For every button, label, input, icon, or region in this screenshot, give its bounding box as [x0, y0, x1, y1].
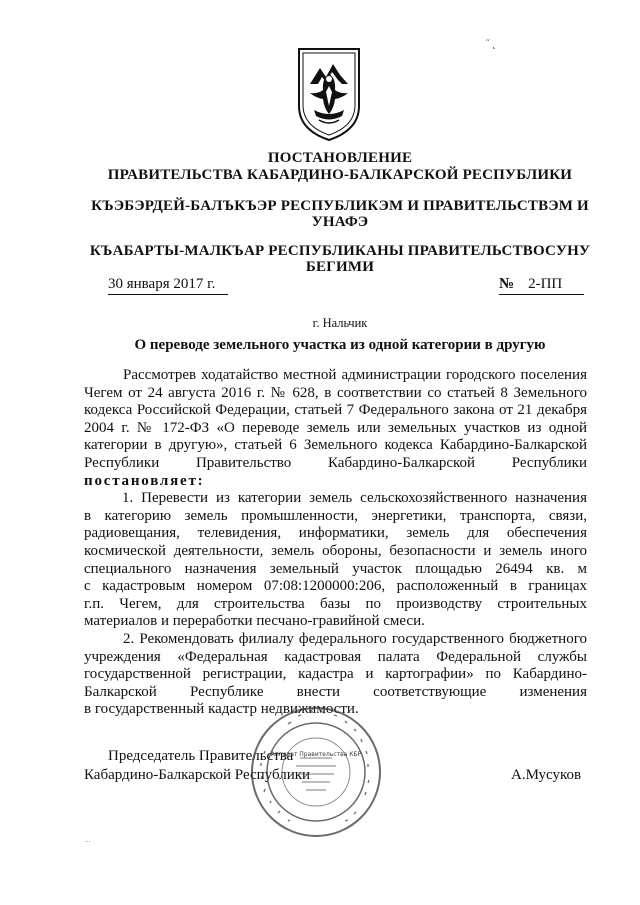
body-line: Балкарской Республике внести соответствующие изменения [84, 683, 587, 700]
body-line-resolves: постановляет: [84, 472, 205, 489]
heading-government: ПРАВИТЕЛЬСТВА КАБАРДИНО-БАЛКАРСКОЙ РЕСПУБЛИКИ [107, 167, 573, 183]
body-line: учреждения «Федеральная кадастровая палата Федеральной службы [84, 648, 587, 665]
city: г. Нальчик [312, 316, 368, 330]
body-line: Чегем от 24 августа 2016 г. № 628, в соответствии со статьей 8 Земельного [84, 384, 587, 401]
body-line: в государственный кадастр недвижимости. [84, 701, 359, 718]
corner-footnote: ··· [84, 838, 91, 846]
signer-name: А.Мусуков [511, 767, 582, 783]
body-line: категории в другую», статьей 6 Земельного кодекса Кабардино-Балкарской [84, 437, 587, 454]
body-line: 1. Перевести из категории земель сельскохозяйственного назначения [122, 490, 587, 507]
body-line: в категорию земель промышленности, энергетики, транспорта, связи, [84, 507, 587, 524]
body-line: материалов и переработки песчано-гравийной смеси. [84, 613, 425, 630]
heading-balkar-line-2: БЕГИМИ [305, 259, 375, 275]
signer-title-line-2: Кабардино-Балкарской Республики [84, 767, 311, 783]
document-number [499, 276, 584, 295]
heading-decree: ПОСТАНОВЛЕНИЕ [267, 150, 413, 166]
body-line: кодекса Российской Федерации, статьей 7 Федерального закона от 21 декабря [84, 402, 587, 419]
signer-title-line-1: Председатель Правительства [108, 748, 294, 764]
document-date: 30 января 2017 г. [108, 276, 228, 295]
number-label: № [499, 276, 515, 292]
coat-of-arms-emblem [296, 44, 362, 144]
official-seal-stamp [248, 704, 384, 840]
heading-balkar-line-1: КЪАБАРТЫ-МАЛКЪАР РЕСПУБЛИКАНЫ ПРАВИТЕЛЬСТВОСУНУ [89, 243, 591, 259]
body-line: Рассмотрев ходатайство местной администрации городского поселения [123, 367, 587, 383]
body-line: Республики Правительство Кабардино-Балкарской Республики [84, 455, 587, 471]
body-line: радиовещания, телевидения, информатики, земель для обеспечения [84, 525, 587, 542]
body-line: с кадастровым номером 07:08:1200000:206, расположенный в границах [84, 578, 587, 595]
heading-kabardian-line-2: УНАФЭ [311, 214, 369, 230]
corner-mark: ˝ ˛ [486, 38, 497, 50]
body-line: 2004 г. № 172-ФЗ «О переводе земель или земельных участков из одной [84, 419, 587, 436]
stamp-label: Аппарат Правительства КБР [270, 751, 362, 758]
body-line: г.п. Чегем, для строительства базы по производству строительных [84, 595, 587, 612]
body-line: специального назначения земельный участок площадью 26494 кв. м [84, 560, 587, 577]
heading-kabardian-line-1: КЪЭБЭРДЕЙ-БАЛЪКЪЭР РЕСПУБЛИКЭМ И ПРАВИТЕЛЬСТВЭМ И [91, 198, 589, 214]
number-value: 2-ПП [528, 276, 563, 292]
body-line: государственной регистрации, кадастра и картографии» по Кабардино- [84, 666, 587, 683]
document-title: О переводе земельного участка из одной категории в другую [134, 337, 546, 353]
body-line: 2. Рекомендовать филиалу федерального государственного бюджетного [123, 631, 587, 647]
body-line: космической деятельности, земель обороны, безопасности и земель иного [84, 543, 587, 559]
